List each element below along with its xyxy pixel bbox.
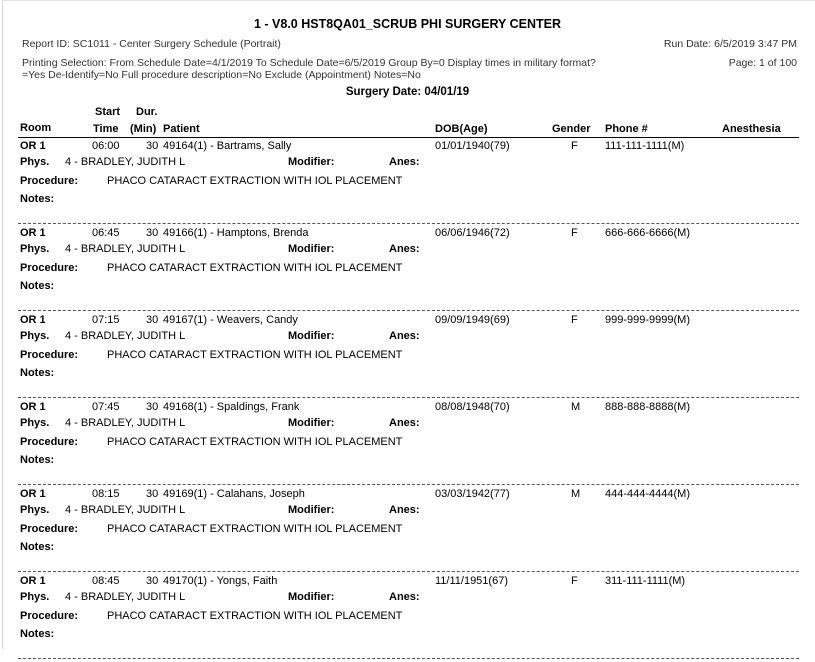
procedure-label: Procedure:	[20, 262, 79, 274]
room: OR 1	[20, 227, 46, 239]
patient: 49164(1) - Bartrams, Sally	[163, 140, 292, 152]
procedure-label: Procedure:	[20, 523, 79, 535]
dob-age: 01/01/1940(79)	[435, 140, 510, 152]
patient: 49167(1) - Weavers, Candy	[163, 314, 298, 326]
record-separator	[18, 223, 799, 224]
report-title: 1 - V8.0 HST8QA01_SCRUB PHI SURGERY CENTER	[253, 17, 562, 31]
physician: 4 - BRADLEY, JUDITH L	[65, 504, 186, 516]
physician: 4 - BRADLEY, JUDITH L	[65, 330, 186, 342]
col-dob: DOB(Age)	[435, 123, 488, 135]
surgery-date: Surgery Date: 04/01/19	[345, 86, 470, 98]
dob-age: 03/03/1942(77)	[435, 488, 510, 500]
start-time: 08:45	[92, 575, 120, 587]
phone: 444-444-4444(M)	[605, 488, 690, 500]
anes-label: Anes:	[389, 156, 420, 168]
header-rule	[18, 137, 799, 138]
notes-label: Notes:	[20, 541, 55, 553]
dob-age: 06/06/1946(72)	[435, 227, 510, 239]
procedure-label: Procedure:	[20, 436, 79, 448]
notes-label: Notes:	[20, 367, 55, 379]
start-time: 06:45	[92, 227, 120, 239]
duration: 30	[146, 488, 159, 500]
col-start-top: Start	[95, 106, 121, 118]
col-dur-bottom: (Min)	[130, 123, 157, 135]
schedule-record	[0, 140, 815, 227]
modifier-label: Modifier:	[288, 591, 335, 603]
procedure: PHACO CATARACT EXTRACTION WITH IOL PLACEMENT	[107, 175, 403, 187]
record-separator	[18, 571, 799, 572]
phone: 999-999-9999(M)	[605, 314, 690, 326]
col-patient: Patient	[163, 123, 200, 135]
record-separator	[18, 484, 799, 485]
procedure: PHACO CATARACT EXTRACTION WITH IOL PLACEMENT	[107, 523, 403, 535]
modifier-label: Modifier:	[288, 504, 335, 516]
duration: 30	[146, 140, 159, 152]
procedure: PHACO CATARACT EXTRACTION WITH IOL PLACEMENT	[107, 610, 403, 622]
phys-label: Phys.	[20, 504, 50, 516]
notes-label: Notes:	[20, 193, 55, 205]
anes-label: Anes:	[389, 330, 420, 342]
phys-label: Phys.	[20, 330, 50, 342]
page-number: Page: 1 of 100	[728, 57, 797, 69]
schedule-record	[0, 227, 815, 314]
schedule-record	[0, 314, 815, 401]
selection-line-2: =Yes De-Identify=No Full procedure description=No Exclude (Appointment) Notes=No	[22, 69, 421, 81]
phone: 311-111-1111(M)	[605, 575, 686, 587]
room: OR 1	[20, 140, 46, 152]
start-time: 08:15	[92, 488, 120, 500]
run-date: Run Date: 6/5/2019 3:47 PM	[663, 38, 797, 50]
record-separator	[18, 310, 799, 311]
phys-label: Phys.	[20, 156, 50, 168]
col-dur-top: Dur.	[136, 106, 158, 118]
room: OR 1	[20, 575, 46, 587]
physician: 4 - BRADLEY, JUDITH L	[65, 417, 186, 429]
procedure-label: Procedure:	[20, 349, 79, 361]
record-separator	[18, 397, 799, 398]
phone: 888-888-8888(M)	[605, 401, 690, 413]
selection-line-1: Printing Selection: From Schedule Date=4/1/2019 To Schedule Date=6/5/2019 Group By=0 Display times in military format?	[22, 57, 596, 69]
modifier-label: Modifier:	[288, 330, 335, 342]
phys-label: Phys.	[20, 417, 50, 429]
room: OR 1	[20, 488, 46, 500]
physician: 4 - BRADLEY, JUDITH L	[65, 243, 186, 255]
patient: 49168(1) - Spaldings, Frank	[163, 401, 300, 413]
notes-label: Notes:	[20, 280, 55, 292]
col-gender: Gender	[552, 123, 591, 135]
physician: 4 - BRADLEY, JUDITH L	[65, 591, 186, 603]
col-phone: Phone #	[605, 123, 648, 135]
anes-label: Anes:	[389, 243, 420, 255]
notes-label: Notes:	[20, 454, 55, 466]
phys-label: Phys.	[20, 591, 50, 603]
col-anesthesia: Anesthesia	[722, 123, 781, 135]
modifier-label: Modifier:	[288, 156, 335, 168]
gender: F	[571, 227, 578, 239]
duration: 30	[146, 314, 159, 326]
room: OR 1	[20, 401, 46, 413]
schedule-record	[0, 488, 815, 575]
notes-label: Notes:	[20, 628, 55, 640]
duration: 30	[146, 227, 159, 239]
anes-label: Anes:	[389, 417, 420, 429]
start-time: 07:45	[92, 401, 120, 413]
col-start-bottom: Time	[93, 123, 119, 135]
start-time: 07:15	[92, 314, 120, 326]
report-id: Report ID: SC1011 - Center Surgery Schedule (Portrait)	[22, 38, 281, 50]
gender: F	[571, 140, 578, 152]
start-time: 06:00	[92, 140, 120, 152]
schedule-record	[0, 401, 815, 488]
col-room: Room	[20, 122, 52, 134]
gender: M	[571, 488, 581, 500]
patient: 49169(1) - Calahans, Joseph	[163, 488, 305, 500]
phone: 111-111-1111(M)	[605, 140, 685, 152]
patient: 49170(1) - Yongs, Faith	[163, 575, 278, 587]
gender: M	[571, 401, 581, 413]
phys-label: Phys.	[20, 243, 50, 255]
anes-label: Anes:	[389, 591, 420, 603]
procedure-label: Procedure:	[20, 175, 79, 187]
dob-age: 08/08/1948(70)	[435, 401, 510, 413]
modifier-label: Modifier:	[288, 243, 335, 255]
gender: F	[571, 314, 578, 326]
procedure-label: Procedure:	[20, 610, 79, 622]
duration: 30	[146, 401, 159, 413]
page-edge-top	[2, 0, 815, 1]
phone: 666-666-6666(M)	[605, 227, 690, 239]
duration: 30	[146, 575, 159, 587]
patient: 49166(1) - Hamptons, Brenda	[163, 227, 309, 239]
dob-age: 09/09/1949(69)	[435, 314, 510, 326]
dob-age: 11/11/1951(67)	[435, 575, 508, 587]
procedure: PHACO CATARACT EXTRACTION WITH IOL PLACEMENT	[107, 436, 403, 448]
record-separator	[18, 658, 799, 659]
gender: F	[571, 575, 578, 587]
physician: 4 - BRADLEY, JUDITH L	[65, 156, 186, 168]
room: OR 1	[20, 314, 46, 326]
procedure: PHACO CATARACT EXTRACTION WITH IOL PLACEMENT	[107, 349, 403, 361]
anes-label: Anes:	[389, 504, 420, 516]
modifier-label: Modifier:	[288, 417, 335, 429]
procedure: PHACO CATARACT EXTRACTION WITH IOL PLACEMENT	[107, 262, 403, 274]
